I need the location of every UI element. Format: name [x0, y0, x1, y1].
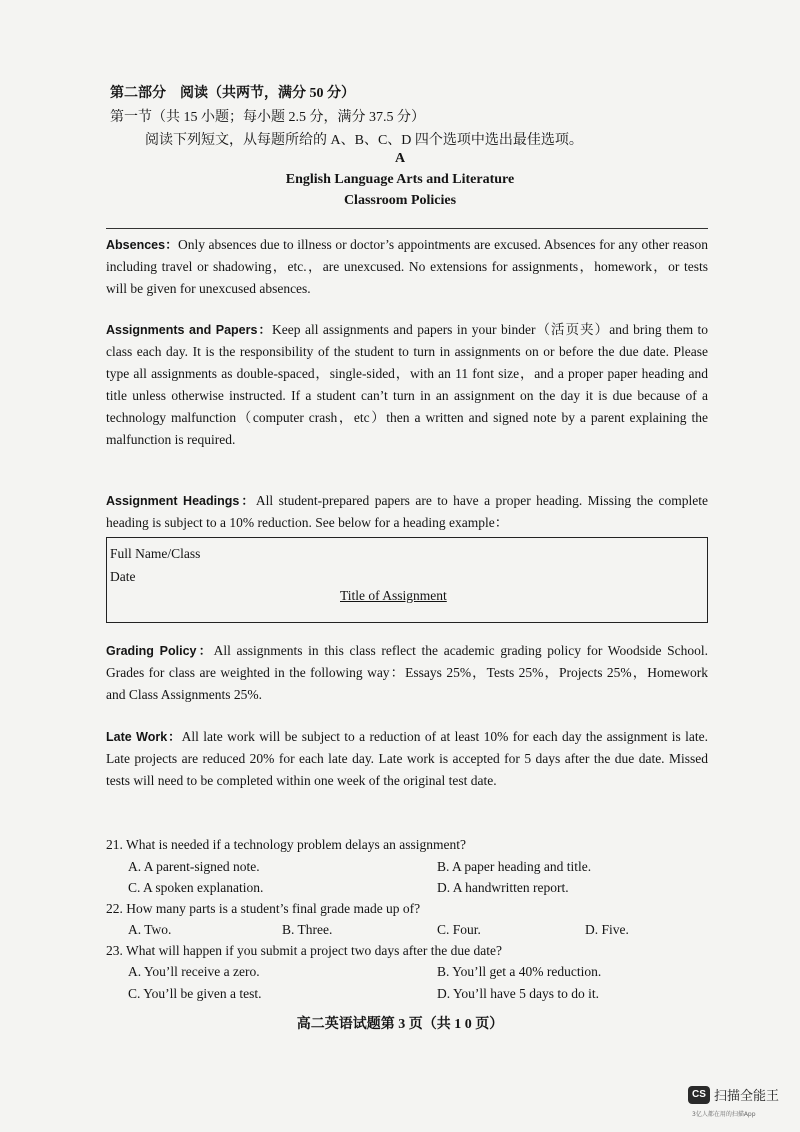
- divider-line: [106, 228, 708, 229]
- q21-option-b[interactable]: B. A paper heading and title.: [437, 859, 592, 874]
- assignments-paragraph: [106, 319, 708, 451]
- q21-option-d[interactable]: D. A handwritten report.: [437, 880, 569, 895]
- instruction-text: 阅读下列短文，从每题所给的 A、B、C、D 四个选项中选出最佳选项。: [145, 133, 583, 148]
- passage-subtitle: Classroom Policies: [343, 193, 457, 208]
- question-23-stem: 23. What will happen if you submit a project two days after the due date?: [106, 943, 503, 958]
- grading-text: All assignments in this class reflect the academic grading policy for Woodside School. Grades for class are weighted in the following way：Essays 25%，Tests 25%，Projects 25%，Homework and Class Assignments 25%.: [106, 643, 708, 702]
- q22-option-d[interactable]: D. Five.: [585, 922, 629, 937]
- absences-paragraph: [106, 234, 708, 300]
- q22-option-a[interactable]: A. Two.: [128, 922, 172, 937]
- question-22-stem: 22. How many parts is a student’s final grade made up of?: [106, 901, 421, 916]
- passage-title: English Language Arts and Literature: [285, 172, 515, 187]
- grading-label: Grading Policy：: [106, 644, 214, 658]
- q22-option-c[interactable]: C. Four.: [437, 922, 481, 937]
- assignments-text: Keep all assignments and papers in your binder（活页夹）and bring them to class each day. It is the responsibility of the student to turn in assignments on or before the due date. Please type all assignments as double-spaced，single-sided，with an 11 font size，and a proper paper heading and title unless otherwise instructed. If a student can’t turn in an assignment on the day it is due because of a technology malfunction（computer crash，etc）then a written and signed note by a parent explaining the malfunction is required.: [106, 322, 708, 447]
- absences-label: Absences：: [106, 238, 178, 252]
- late-work-paragraph: [106, 726, 708, 792]
- example-name-class: Full Name/Class: [110, 546, 201, 561]
- q23-option-d[interactable]: D. You’ll have 5 days to do it.: [437, 986, 599, 1001]
- headings-text: All student-prepared papers are to have a proper heading. Missing the complete heading is subject to a 10% reduction. See below for a heading example：: [106, 493, 708, 530]
- q21-option-c[interactable]: C. A spoken explanation.: [128, 880, 264, 895]
- question-21-stem: 21. What is needed if a technology problem delays an assignment?: [106, 837, 467, 852]
- q23-option-c[interactable]: C. You’ll be given a test.: [128, 986, 262, 1001]
- heading-example-box: [106, 537, 708, 623]
- grading-paragraph: [106, 640, 708, 706]
- headings-paragraph: [106, 490, 708, 534]
- part-heading: 第二部分 阅读（共两节，满分 50 分）: [110, 86, 355, 101]
- section-heading: 第一节（共 15 小题；每小题 2.5 分，满分 37.5 分）: [110, 110, 425, 125]
- headings-label: Assignment Headings：: [106, 494, 256, 508]
- late-label: Late Work：: [106, 730, 182, 744]
- late-text: All late work will be subject to a reduction of at least 10% for each day the assignment is late. Late projects are reduced 20% for each late day. Late work is accepted for 5 days after the due date. Missed tests will need to be completed within one week of the original test date.: [106, 729, 708, 788]
- assignments-label: Assignments and Papers：: [106, 323, 273, 337]
- q23-option-a[interactable]: A. You’ll receive a zero.: [128, 964, 260, 979]
- q21-option-a[interactable]: A. A parent-signed note.: [128, 859, 260, 874]
- page-footer: 高二英语试题第 3 页（共 1 0 页）: [296, 1017, 504, 1032]
- scanner-tagline: 3亿人都在用的扫描App: [692, 1111, 756, 1118]
- passage-letter: A: [394, 151, 406, 166]
- scanner-watermark: [688, 1085, 780, 1118]
- scanner-logo-icon: CS: [688, 1086, 710, 1104]
- absences-text: Only absences due to illness or doctor’s appointments are excused. Absences for any other reason including travel or shadowing，etc.，are unexcused. No extensions for assignments，homework，or tests will be given for unexcused absences.: [106, 237, 708, 296]
- example-date: Date: [110, 569, 136, 584]
- q22-option-b[interactable]: B. Three.: [282, 922, 333, 937]
- q23-option-b[interactable]: B. You’ll get a 40% reduction.: [437, 964, 602, 979]
- example-title: Title of Assignment: [340, 588, 447, 603]
- scanner-app-name: 扫描全能王: [714, 1089, 780, 1104]
